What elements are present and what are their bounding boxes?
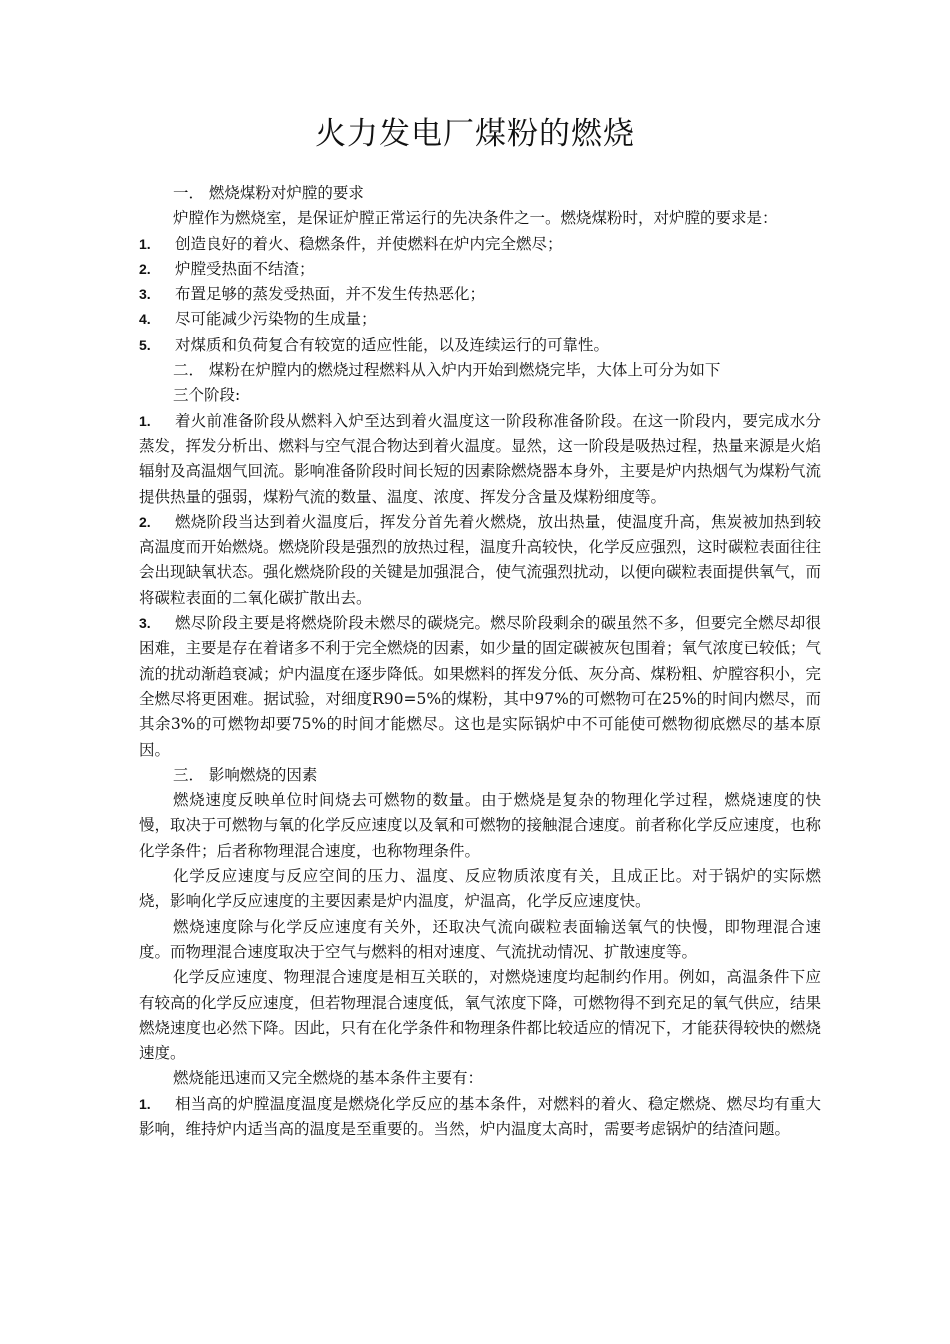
list-item (139, 257, 821, 282)
document-body (139, 181, 821, 1142)
list-number: 5. (139, 336, 151, 353)
list-item (139, 611, 821, 763)
document-title: 火力发电厂煤粉的燃烧 (315, 116, 635, 152)
list-item-text: 炉膛受热面不结渣； (175, 259, 315, 278)
paragraph: 化学反应速度与反应空间的压力、温度、反应物质浓度有关，且成正比。对于锅炉的实际燃烧，影响化学反应速度的主要因素是炉内温度，炉温高，化学反应速度快。 (139, 867, 821, 911)
list-item (139, 307, 821, 332)
section-heading-continuation: 三个阶段: (173, 386, 241, 405)
list-number: 1. (139, 235, 151, 252)
paragraph: 燃烧速度反映单位时间烧去可燃物的数量。由于燃烧是复杂的物理化学过程，燃烧速度的快慢，取决于可燃物与氧的化学反应速度以及氧和可燃物的接触混合速度。前者称化学反应速度，也称化学条件；后者称物理混合速度，也称物理条件。 (139, 791, 822, 860)
list-item-text: 布置足够的蒸发受热面，并不发生传热恶化； (175, 285, 486, 304)
list-item-text: 创造良好的着火、稳燃条件，并使燃料在炉内完全燃尽； (175, 234, 563, 253)
list-number: 2. (139, 513, 151, 530)
list-item-text: 着火前准备阶段从燃料入炉至达到着火温度这一阶段称准备阶段。在这一阶段内，要完成水分蒸发，挥发分析出、燃料与空气混合物达到着火温度。显然，这一阶段是吸热过程，热量来源是火焰辐射及高温烟气回流。影响准备阶段时间长短的因素除燃烧器本身外，主要是炉内热烟气为煤粉气流提供热量的强弱，煤粉气流的数量、温度、浓度、挥发分含量及煤粉细度等。 (139, 411, 822, 506)
list-number: 1. (139, 412, 151, 429)
list-item-text: 尽可能减少污染物的生成量； (175, 310, 377, 329)
list-item (139, 1092, 821, 1143)
list-item-text: 对煤质和负荷复合有较宽的适应性能，以及连续运行的可靠性。 (175, 335, 610, 354)
list-number: 1. (139, 1095, 151, 1112)
list-number: 3. (139, 286, 151, 303)
paragraph: 燃烧能迅速而又完全燃烧的基本条件主要有： (173, 1069, 484, 1088)
paragraph: 炉膛作为燃烧室，是保证炉膛正常运行的先决条件之一。燃烧煤粉时，对炉膛的要求是： (173, 209, 778, 228)
section-heading: 三． 影响燃烧的因素 (173, 765, 318, 784)
list-item (139, 282, 821, 307)
list-item-text: 燃尽阶段主要是将燃烧阶段未燃尽的碳烧完。燃尽阶段剩余的碳虽然不多，但要完全燃尽却很困难，主要是存在着诸多不利于完全燃烧的因素，如少量的固定碳被灰包围着；氧气浓度已较低；气流的扰动渐趋衰减；炉内温度在逐步降低。如果燃料的挥发分低、灰分高、煤粉粗、炉膛容积小，完全燃尽将更困难。据试验，对细度R90=5%的煤粉，其中97%的可燃物可在25%的时间内燃尽，而其余3%的可燃物却要75%的时间才能燃尽。这也是实际锅炉中不可能使可燃物彻底燃尽的基本原因。 (139, 614, 822, 759)
paragraph: 燃烧速度除与化学反应速度有关外，还取决气流向碳粒表面输送氧气的快慢，即物理混合速度。而物理混合速度取决于空气与燃料的相对速度、气流扰动情况、扩散速度等。 (139, 917, 821, 961)
list-item-text: 相当高的炉膛温度温度是燃烧化学反应的基本条件，对燃料的着火、稳定燃烧、燃尽均有重大影响，维持炉内适当高的温度是至重要的。当然，炉内温度太高时，需要考虑锅炉的结渣问题。 (139, 1094, 821, 1138)
paragraph: 化学反应速度、物理混合速度是相互关联的，对燃烧速度均起制约作用。例如，高温条件下应有较高的化学反应速度，但若物理混合速度低，氧气浓度下降，可燃物得不到充足的氧气供应，结果燃烧速度也必然下降。因此，只有在化学条件和物理条件都比较适应的情况下，才能获得较快的燃烧速度。 (139, 968, 822, 1063)
list-item (139, 232, 821, 257)
section-heading: 一． 燃烧煤粉对炉膛的要求 (173, 184, 364, 202)
list-number: 2. (139, 260, 151, 277)
section-heading: 二． 煤粉在炉膛内的燃烧过程燃料从入炉内开始到燃烧完毕，大体上可分为如下 (173, 361, 721, 380)
list-item (139, 510, 821, 611)
list-item (139, 409, 821, 510)
list-number: 3. (139, 615, 151, 632)
list-item-text: 燃烧阶段当达到着火温度后，挥发分首先着火燃烧，放出热量，使温度升高，焦炭被加热到较高温度而开始燃烧。燃烧阶段是强烈的放热过程，温度升高较快，化学反应强烈，这时碳粒表面往往会出现缺氧状态。强化燃烧阶段的关键是加强混合，使气流强烈扰动，以便向碳粒表面提供氧气，而将碳粒表面的二氧化碳扩散出去。 (139, 512, 822, 607)
list-number: 4. (139, 311, 151, 328)
list-item (139, 333, 821, 358)
